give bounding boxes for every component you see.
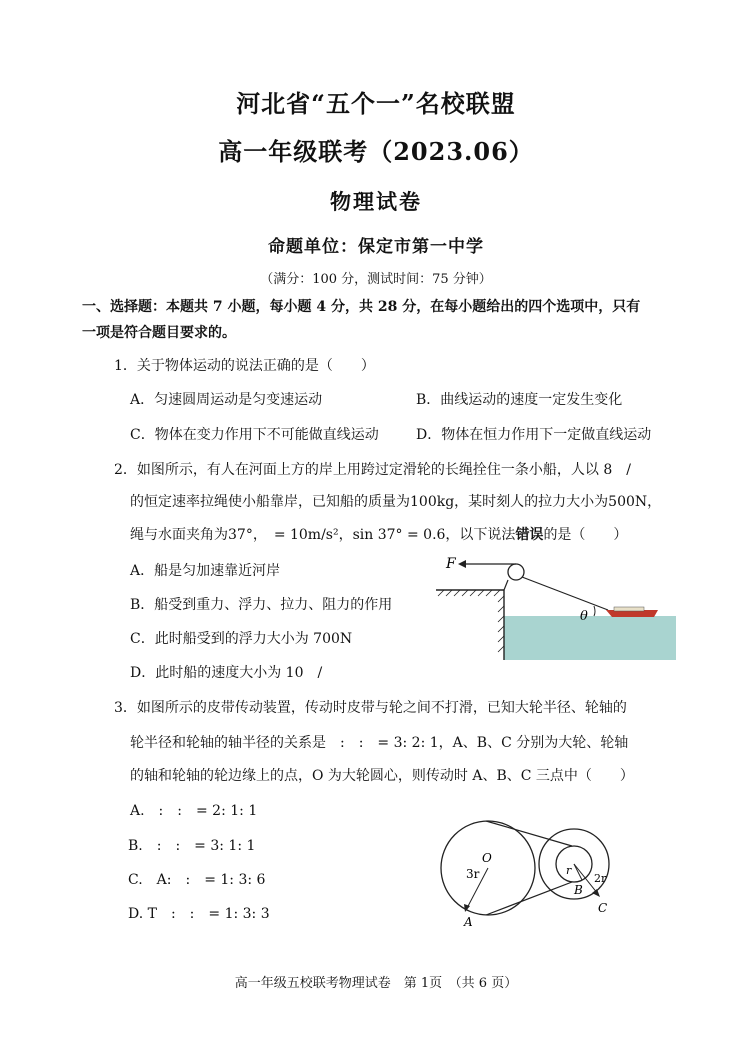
pulley-wheel [508,564,524,580]
rope-to-boat [522,577,608,610]
force-arrow-head [458,560,466,568]
belt-bottom [486,882,572,915]
q3-option-d: D. T : : = 1: 3: 3 [128,906,270,922]
label-2r: 2r [594,872,607,885]
q2-option-a: A．船是匀加速靠近河岸 [130,563,281,579]
exam-title-grade: 高一年级联考（2023.06） [218,137,534,166]
label-B: B [574,883,583,897]
section-heading-line1: 一、选择题：本题共 7 小题，每小题 4 分，共 28 分，在每小题给出的四个选项中，只有 [82,299,641,315]
page-footer: 高一年级五校联考物理试卷 第 1页 （共 6 页） [234,976,518,991]
label-r: r [566,864,572,877]
label-F: F [446,556,456,572]
q2-stem-line3-a: 绳与水面夹角为37°， = 10m/s²，sin 37° = 0.6，以下说法 [130,527,516,543]
q3-stem-line2: 轮半径和轮轴的轴半径的关系是 : : = 3: 2: 1，A、B、C 分别为大轮、轮轴 [130,735,629,751]
q2-stem-line2: 的恒定速率拉绳使小船靠岸，已知船的质量为100kg，某时刻人的拉力大小为500N， [130,494,662,510]
q2-option-c: C．此时船受到的浮力大小为 700N [130,631,353,647]
q2-option-b: B．船受到重力、浮力、拉力、阻力的作用 [130,597,393,613]
label-3r: 3r [466,867,480,881]
bank-hatching [438,590,504,652]
label-theta: θ [580,609,588,624]
boat-cabin [614,607,644,611]
q3-figure-belt-drive [436,820,636,932]
q2-stem-line3 [130,524,627,544]
section-heading-line2: 一项是符合题目要求的。 [82,325,236,341]
q2-option-d: D．此时船的速度大小为 10 / [130,665,323,681]
exam-setter: 命题单位：保定市第一中学 [268,237,484,257]
q1-option-d: D．物体在恒力作用下一定做直线运动 [416,427,652,443]
exam-info: （满分：100 分，测试时间：75 分钟） [260,272,492,287]
radius-2r-arrow [592,889,600,897]
q1-option-a: A．匀速圆周运动是匀变速运动 [130,392,323,408]
q2-stem-line3-c: 的是（ ） [543,527,628,543]
exam-subject: 物理试卷 [330,189,422,214]
water-surface [504,616,676,660]
q2-stem-line1: 2．如图所示，有人在河面上方的岸上用跨过定滑轮的长绳拴住一条小船，人以 8 / [114,462,631,478]
q2-figure-boat-pulley [428,550,678,662]
q3-stem-line1: 3．如图所示的皮带传动装置，传动时皮带与轮之间不打滑，已知大轮半径、轮轴的 [114,700,627,716]
q3-option-b: B. : : = 3: 1: 1 [128,838,256,854]
q1-stem: 1．关于物体运动的说法正确的是（ ） [114,358,375,374]
q2-keyword-wrong: 错误 [515,527,544,543]
belt-top [486,821,572,846]
label-C: C [598,901,608,915]
q3-option-a: A. : : = 2: 1: 1 [130,803,258,819]
pulley-support [504,580,508,590]
q3-stem-line3: 的轴和轮轴的轮边缘上的点，O 为大轮圆心，则传动时 A、B、C 三点中（ ） [130,768,634,784]
q3-option-c: C. A: : = 1: 3: 6 [128,872,266,888]
q1-option-b: B．曲线运动的速度一定发生变化 [416,392,623,408]
label-O: O [482,851,492,865]
q1-option-c: C．物体在变力作用下不可能做直线运动 [130,427,379,443]
label-A: A [464,915,473,929]
exam-title-league: 河北省“五个一”名校联盟 [236,89,516,118]
angle-arc [594,606,595,616]
